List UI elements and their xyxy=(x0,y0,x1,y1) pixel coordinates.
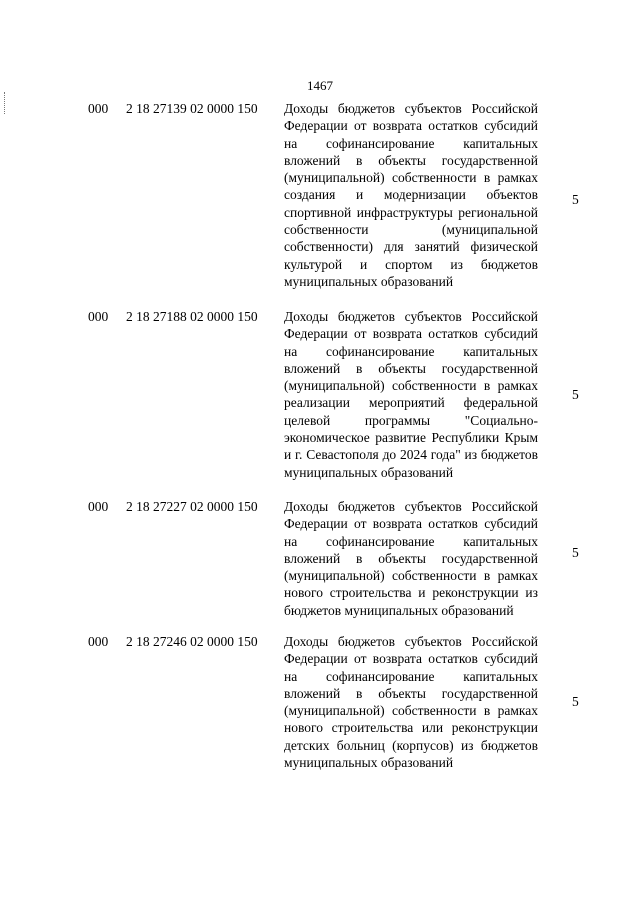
code-cell xyxy=(88,498,258,515)
code-cell xyxy=(88,308,258,325)
admin-group-code: 000 xyxy=(88,634,109,649)
row-value: 5 xyxy=(572,545,579,560)
row-value: 5 xyxy=(572,387,579,402)
admin-group-code: 000 xyxy=(88,309,109,324)
income-description: Доходы бюджетов субъектов Российской Федерации от возврата остатков субсидий на софинансирование капитальных вложений в объекты государственной (муниципальной) собственности в рамках реализации мероприятий федеральной целевой программы "Социально-экономическое развитие Республики Крым и г. Севастополя до 2024 года" из бюджетов муниципальных образований xyxy=(284,309,538,480)
page-number: 1467 xyxy=(307,78,333,93)
income-code: 2 18 27246 02 0000 150 xyxy=(126,634,258,649)
table-row xyxy=(0,100,640,308)
table-row xyxy=(0,498,640,633)
row-value: 5 xyxy=(572,192,579,207)
code-cell xyxy=(88,100,258,117)
income-code: 2 18 27227 02 0000 150 xyxy=(126,499,258,514)
admin-group-code: 000 xyxy=(88,101,109,116)
budget-code-table xyxy=(0,100,640,788)
code-cell xyxy=(88,633,258,650)
table-row xyxy=(0,633,640,788)
income-description: Доходы бюджетов субъектов Российской Федерации от возврата остатков субсидий на софинансирование капитальных вложений в объекты государственной (муниципальной) собственности в рамках нового строительства и реконструкции из бюджетов муниципальных образований xyxy=(284,499,538,618)
table-row xyxy=(0,308,640,498)
income-code: 2 18 27139 02 0000 150 xyxy=(126,101,258,116)
row-value: 5 xyxy=(572,694,579,709)
admin-group-code: 000 xyxy=(88,499,109,514)
income-code: 2 18 27188 02 0000 150 xyxy=(126,309,258,324)
income-description: Доходы бюджетов субъектов Российской Федерации от возврата остатков субсидий на софинансирование капитальных вложений в объекты государственной (муниципальной) собственности в рамках создания и модернизации объектов спортивной инфраструктуры региональной собственности (муниципальной собственности) для занятий физической культурой и спортом из бюджетов муниципальных образований xyxy=(284,101,538,289)
income-description: Доходы бюджетов субъектов Российской Федерации от возврата остатков субсидий на софинансирование капитальных вложений в объекты государственной (муниципальной) собственности в рамках нового строительства или реконструкции детских больниц (корпусов) из бюджетов муниципальных образований xyxy=(284,634,538,771)
